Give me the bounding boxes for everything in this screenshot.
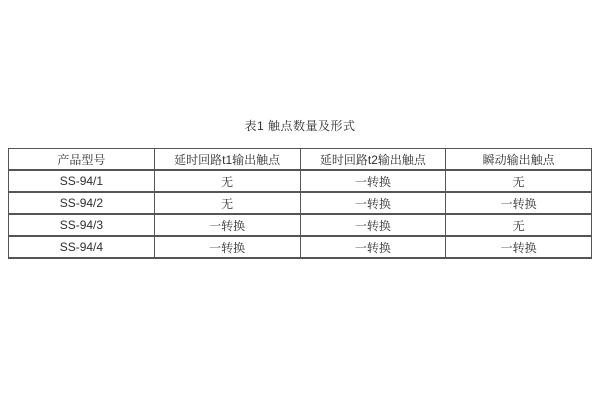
cell-instant-output: 无 [446, 214, 592, 236]
table-header-row [9, 149, 592, 171]
cell-instant-output: 一转换 [446, 192, 592, 214]
cell-product-model: SS-94/1 [9, 170, 155, 192]
table-row [9, 236, 592, 258]
cell-delay-t1-output: 无 [154, 192, 300, 214]
cell-product-model: SS-94/3 [9, 214, 155, 236]
cell-delay-t2-output: 一转换 [300, 192, 446, 214]
header-cell-delay-t2-output: 延时回路t2输出触点 [300, 149, 446, 171]
cell-delay-t1-output: 一转换 [154, 214, 300, 236]
cell-delay-t1-output: 无 [154, 170, 300, 192]
table-caption: 表1 触点数量及形式 [244, 119, 356, 133]
cell-delay-t2-output: 一转换 [300, 170, 446, 192]
cell-product-model: SS-94/2 [9, 192, 155, 214]
table-row [9, 214, 592, 236]
contact-configuration-table [8, 148, 592, 259]
cell-delay-t1-output: 一转换 [154, 236, 300, 258]
header-cell-instant-output: 瞬动输出触点 [446, 149, 592, 171]
cell-product-model: SS-94/4 [9, 236, 155, 258]
cell-instant-output: 一转换 [446, 236, 592, 258]
header-cell-product-model: 产品型号 [9, 149, 155, 171]
header-cell-delay-t1-output: 延时回路t1输出触点 [154, 149, 300, 171]
table-row [9, 170, 592, 192]
cell-delay-t2-output: 一转换 [300, 214, 446, 236]
cell-delay-t2-output: 一转换 [300, 236, 446, 258]
table-row [9, 192, 592, 214]
cell-instant-output: 无 [446, 170, 592, 192]
